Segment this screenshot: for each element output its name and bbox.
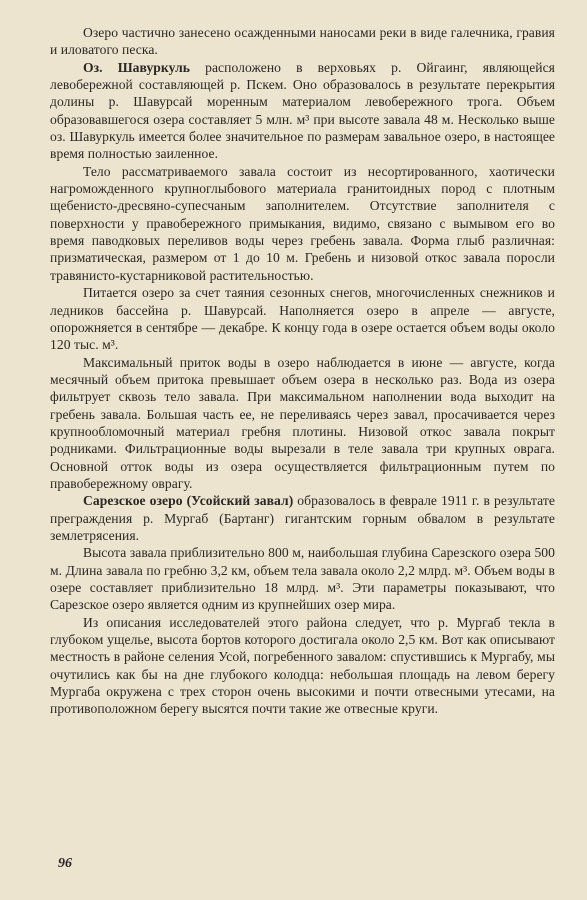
paragraph-8-text: Из описания исследователей этого района следует, что р. Мургаб текла в глубоком ущелье, высота бортов которого достигала около 2,5 км. Вот как описывают местность в районе селения Усой, погребенного завалом: спустившись к Мургабу, мы очутились как бы на дне глубокого колодца: небольшая площадь на левом берегу Мургаба окружена с трех сторон очень высокими и почти отвесными утесами, на противоположном берегу высятся почти такие же отвесные круги. (50, 614, 555, 717)
paragraph-4 (50, 284, 555, 353)
paragraph-6-text: образовалось в феврале 1911 г. в результате преграждения р. Мургаб (Бартанг) гигантским горным обвалом в результате землетрясения. (50, 493, 555, 543)
paragraph-7 (50, 544, 555, 613)
paragraph-5 (50, 354, 555, 493)
paragraph-2-lead: Оз. Шавуркуль (83, 59, 191, 75)
paragraph-8 (50, 614, 555, 718)
paragraph-3 (50, 163, 555, 284)
paragraph-1 (50, 24, 555, 59)
paragraph-2 (50, 59, 555, 163)
paragraph-7-text: Высота завала приблизительно 800 м, наибольшая глубина Сарезского озера 500 м. Длина завала по гребню 3,2 км, объем тела завала около 2,2 млрд. м³. Объем воды в озере составляет приблизительно 18 млрд. м³. Эти параметры показывают, что Сарезское озеро является одним из крупнейших озер мира. (50, 545, 555, 613)
paragraph-2-text: расположено в верховьях р. Ойгаинг, являющейся левобережной составляющей р. Пскем. Оно образовалось в результате перекрытия долины р. Шавурсай моренным материалом левобережного трога. Объем образовавшегося озера составляет 5 млн. м³ при высоте завала 48 м. Несколько выше оз. Шавуркуль имеется более значительное по размерам завальное озеро, в настоящее время полностью заиленное. (50, 59, 555, 162)
paragraph-5-text: Максимальный приток воды в озеро наблюдается в июне — августе, когда месячный объем притока превышает объем озера в несколько раз. Вода из озера фильтрует сквозь тело завала. При максимальном наполнении вода выходит на гребень завала. Большая часть ее, не переливаясь через завал, просачивается через крупнообломочный материал гребня плотины. Низовой откос завала покрыт родниками. Фильтрационные воды вырезали в теле завала три крупных оврага. Основной отток воды из озера осуществляется фильтрационным путем по правобережному оврагу. (50, 354, 555, 491)
paragraph-1-text: Озеро частично занесено осажденными наносами реки в виде галечника, гравия и иловатого песка. (50, 25, 555, 58)
paragraph-4-text: Питается озеро за счет таяния сезонных снегов, многочисленных снежников и ледников бассейна р. Шавурсай. Наполняется озеро в апреле — августе, опорожняется в сентябре — декабре. К концу года в озере остается объем воды около 120 тыс. м³. (50, 285, 555, 353)
paragraph-3-text: Тело рассматриваемого завала состоит из несортированного, хаотически нагроможденного крупноглыбового материала гранитоидных пород с плотным щебенисто-дресвяно-супесчаным заполнителем. Отсутствие заполнителя с поверхности у правобережного примыкания, видимо, связано с вымывом его во время паводковых переливов воды через гребень завала. Форма глыб различная: призматическая, размером от 1 до 10 м. Гребень и низовой откос завала поросли травянисто-кустарниковой растительностью. (50, 163, 555, 283)
page-number: 96 (58, 856, 72, 871)
paragraph-6 (50, 492, 555, 544)
paragraph-6-lead: Сарезское озеро (Усойский завал) (83, 493, 294, 509)
